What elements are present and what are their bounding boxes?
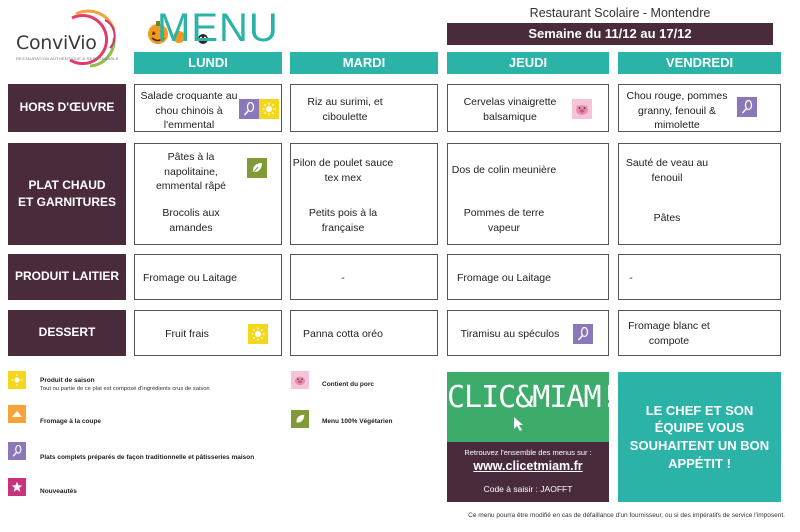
row-label-line: ET GARNITURES: [17, 195, 116, 209]
dish-line: napolitaine,: [164, 165, 218, 178]
dish-line: amandes: [169, 221, 213, 234]
legend-season-title: Produit de saison: [40, 377, 95, 384]
dish-line: ciboulette: [322, 110, 368, 123]
legend-homemade: Plats complets préparés de façon traditionnelle et pâtisseries maison: [40, 454, 255, 461]
leaf-icon: [291, 410, 309, 428]
footer-disclaimer: Ce menu pourra être modifié en cas de défaillance d'un fournisseur, ou si des impératifs de service l'imposent.: [468, 512, 785, 519]
cursor-icon: [512, 416, 526, 432]
dish-line: Fruit frais: [165, 328, 209, 340]
row-label-dessert: [8, 310, 126, 356]
dish-text: [448, 271, 560, 286]
logo-tagline: RESTAURATION AUTHENTIQUE & RESPONSABLE: [16, 56, 119, 61]
restaurant-name: Restaurant Scolaire - Montendre: [529, 6, 711, 20]
convivio-logo: [10, 8, 125, 70]
dish-line: Pommes de terre: [463, 207, 545, 219]
menu-cell: [618, 84, 781, 132]
dish-line: balsamique: [483, 110, 537, 123]
chef-message-text: LE CHEF ET SON ÉQUIPE VOUS SOUHAITENT UN BON APPÉTIT !: [629, 402, 770, 471]
dish-line: -: [341, 272, 345, 284]
whisk-icon: [737, 97, 757, 117]
dish-line: tex mex: [324, 171, 362, 184]
dish-text: [619, 89, 735, 133]
dish-line: Fromage ou Laitage: [143, 272, 237, 284]
chef-message: [618, 372, 781, 502]
legend-cheese: Fromage à la coupe: [40, 418, 102, 425]
menu-cell: [134, 143, 282, 245]
dish-line: -: [629, 272, 633, 284]
row-label-produit-laitier: [8, 254, 126, 300]
dish-text: [291, 156, 395, 185]
dish-text: [135, 327, 239, 342]
row-label-hors-doeuvre: [8, 84, 126, 132]
dish-line: emmental râpé: [155, 180, 227, 193]
dish-text: [448, 163, 560, 178]
access-code: Code à saisir : JAOFFT: [483, 484, 573, 494]
menu-cell: [447, 84, 609, 132]
side-text: [139, 206, 243, 235]
week-banner: Semaine du 11/12 au 17/12: [447, 23, 773, 45]
dish-text: [139, 89, 239, 133]
menu-cell: [290, 143, 438, 245]
dish-text: [139, 150, 243, 194]
dish-line: Sauté de veau au: [625, 157, 709, 169]
menu-cell: [618, 310, 781, 356]
clicmiam-banner[interactable]: [447, 372, 618, 442]
dish-line: française: [321, 221, 365, 234]
leaf-icon: [247, 158, 267, 178]
legend-season-desc: Tout ou partie de ce plat est composé d'ingrédients crus de saison: [40, 386, 210, 392]
day-header-vendredi: VENDREDI: [618, 52, 781, 74]
dish-line: mimolette: [654, 119, 700, 132]
whisk-icon: [573, 324, 593, 344]
day-header-lundi: LUNDI: [134, 52, 282, 74]
dish-text: [619, 156, 715, 185]
dish-line: granny, fenouil &: [637, 104, 717, 117]
legend-pork: Contient du porc: [322, 381, 374, 388]
cheese-icon: [8, 405, 26, 423]
legend-new: Nouveautés: [40, 488, 77, 495]
dish-line: Pâtes: [653, 212, 681, 224]
pig-icon: [572, 99, 592, 119]
row-label-line: PLAT CHAUD: [28, 177, 106, 192]
dish-line: Pâtes à la: [167, 151, 215, 163]
dish-line: Cervelas vinaigrette: [463, 96, 557, 108]
menu-cell: [290, 254, 438, 300]
dish-line: Tiramisu au spéculos: [460, 328, 560, 340]
star-icon: [8, 478, 26, 496]
menu-cell: [134, 310, 282, 356]
menu-cell: [618, 254, 781, 300]
dish-text: [619, 271, 643, 286]
dish-text: [135, 271, 245, 286]
dish-line: fenouil: [651, 171, 683, 184]
day-header-jeudi: JEUDI: [447, 52, 609, 74]
menu-cell: [447, 254, 609, 300]
sun-icon: [259, 99, 279, 119]
menu-cell: [134, 84, 282, 132]
sun-icon: [8, 371, 26, 389]
dish-line: chou chinois à: [155, 104, 223, 117]
dish-line: vapeur: [487, 221, 521, 234]
side-text: [619, 211, 715, 226]
dish-line: compote: [648, 334, 690, 347]
whisk-icon: [8, 442, 26, 460]
sun-icon: [248, 324, 268, 344]
legend-veg: Menu 100% Végétarien: [322, 418, 393, 425]
dish-text: [452, 95, 568, 124]
dish-line: Salade croquante au: [140, 90, 238, 102]
menu-cell: [447, 143, 609, 245]
row-label-text: HORS D'ŒUVRE: [19, 100, 115, 115]
logo-name: ConviVio: [16, 32, 97, 54]
dish-text: [291, 327, 395, 342]
pig-icon: [291, 371, 309, 389]
dish-line: Chou rouge, pommes: [626, 90, 728, 102]
dish-text: [291, 271, 395, 286]
dish-text: [448, 327, 572, 342]
dish-line: Panna cotta oréo: [303, 328, 383, 340]
side-text: [448, 206, 560, 235]
row-label-plat-chaud: [8, 143, 126, 245]
menu-cell: [290, 84, 438, 132]
dish-line: Petits pois à la: [308, 207, 378, 219]
dish-text: [619, 319, 719, 348]
row-label-text: DESSERT: [38, 325, 96, 340]
online-intro: Retrouvez l'ensemble des menus sur :: [464, 448, 592, 457]
row-label-text: PRODUIT LAITIER: [15, 269, 119, 284]
clicmiam-brand: CLIC&MIAM!: [447, 380, 618, 415]
dish-line: Fromage blanc et: [628, 320, 710, 332]
menu-cell: [134, 254, 282, 300]
side-text: [291, 206, 395, 235]
menu-title: MENU: [157, 6, 279, 50]
dish-line: Dos de colin meunière: [451, 164, 557, 176]
dish-line: Fromage ou Laitage: [457, 272, 551, 284]
dish-line: Brocolis aux: [162, 207, 220, 219]
dish-line: l'emmental: [163, 119, 215, 132]
dish-text: [297, 95, 393, 124]
dish-line: Pilon de poulet sauce: [292, 157, 394, 169]
day-header-mardi: MARDI: [290, 52, 438, 74]
menu-cell: [618, 143, 781, 245]
whisk-icon: [239, 99, 259, 119]
row-label-text: [18, 177, 116, 212]
clicmiam-link[interactable]: www.clicetmiam.fr: [473, 459, 583, 473]
menu-cell: [290, 310, 438, 356]
menu-cell: [447, 310, 609, 356]
online-menu-box: [447, 442, 609, 502]
dish-line: Riz au surimi, et: [307, 96, 383, 108]
